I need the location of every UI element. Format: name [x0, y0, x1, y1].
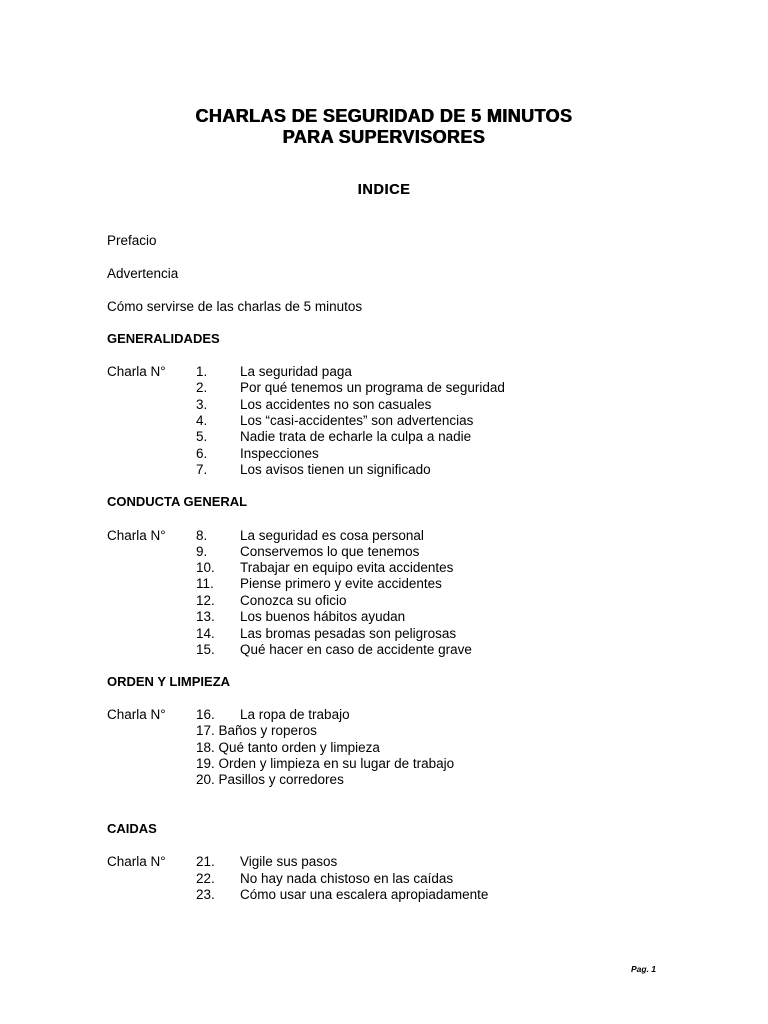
item-number: 22. [196, 871, 215, 886]
item-text: Piense primero y evite accidentes [240, 576, 442, 591]
item-number: 23. [196, 887, 215, 902]
item-text: Vigile sus pasos [240, 854, 338, 869]
item-number: 15. [196, 642, 215, 657]
item-number: 12. [196, 593, 215, 608]
item-text: No hay nada chistoso en las caídas [240, 871, 454, 886]
item-number: 21. [196, 854, 215, 869]
item-text: Por qué tenemos un programa de seguridad [240, 380, 505, 395]
title-line-1: CHARLAS DE SEGURIDAD DE 5 MINUTOS [195, 106, 573, 126]
item-text: Inspecciones [240, 446, 319, 461]
charla-label: Charla N° [107, 528, 166, 543]
item-number: 3. [196, 397, 208, 412]
how-to-entry: Cómo servirse de las charlas de 5 minutos [107, 299, 363, 314]
item-number: 10. [196, 560, 215, 575]
item-text: La seguridad paga [240, 364, 352, 379]
item-number: 7. [196, 462, 208, 477]
item-text: Las bromas pesadas son peligrosas [240, 626, 457, 641]
item-text: 19. Orden y limpieza en su lugar de trabajo [196, 756, 455, 771]
item-text: Los avisos tienen un significado [240, 462, 431, 477]
item-text: Trabajar en equipo evita accidentes [240, 560, 454, 575]
item-text: 18. Qué tanto orden y limpieza [196, 740, 380, 755]
item-number: 2. [196, 380, 208, 395]
item-text: 17. Baños y roperos [196, 723, 317, 738]
section-heading-generalidades: GENERALIDADES [107, 331, 220, 346]
index-heading: INDICE [357, 182, 411, 198]
item-number: 6. [196, 446, 208, 461]
charla-label: Charla N° [107, 854, 166, 869]
item-number: 14. [196, 626, 215, 641]
item-text: Conservemos lo que tenemos [240, 544, 420, 559]
item-text: Los accidentes no son casuales [240, 397, 432, 412]
warning-entry: Advertencia [107, 266, 179, 281]
page-number: Pag. 1 [631, 964, 657, 974]
item-number: 4. [196, 413, 208, 428]
charla-label: Charla N° [107, 364, 166, 379]
item-text: Nadie trata de echarle la culpa a nadie [240, 429, 472, 444]
item-text: Cómo usar una escalera apropiadamente [240, 887, 489, 902]
item-text: Los buenos hábitos ayudan [240, 609, 406, 624]
item-text: 20. Pasillos y corredores [196, 772, 344, 787]
section-heading-caidas: CAIDAS [107, 821, 157, 836]
item-text: La ropa de trabajo [240, 707, 350, 722]
item-text: Los “casi-accidentes” son advertencias [240, 413, 474, 428]
item-number: 13. [196, 609, 215, 624]
item-text: Qué hacer en caso de accidente grave [240, 642, 472, 657]
section-heading-conducta-general: CONDUCTA GENERAL [107, 494, 248, 509]
item-number: 9. [196, 544, 208, 559]
item-number: 1. [196, 364, 208, 379]
item-number: 16. [196, 707, 215, 722]
charla-label: Charla N° [107, 707, 166, 722]
preface-entry: Prefacio [107, 233, 157, 248]
item-number: 5. [196, 429, 208, 444]
item-text: La seguridad es cosa personal [240, 528, 424, 543]
title-line-2: PARA SUPERVISORES [282, 127, 486, 147]
section-heading-orden-y-limpieza: ORDEN Y LIMPIEZA [107, 674, 231, 689]
item-number: 11. [196, 576, 214, 591]
item-text: Conozca su oficio [240, 593, 347, 608]
item-number: 8. [196, 528, 208, 543]
document-title [0, 106, 768, 148]
